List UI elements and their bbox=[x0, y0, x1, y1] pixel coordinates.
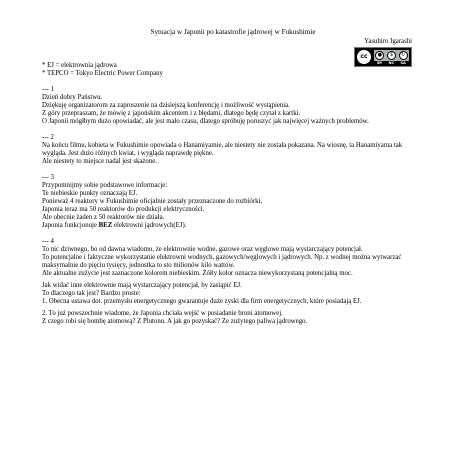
cc-by-icon: ● bbox=[375, 51, 384, 60]
section-2 bbox=[42, 134, 414, 166]
license-code-by: BY bbox=[377, 61, 383, 65]
license-icons bbox=[374, 50, 409, 61]
document-title: Sytuacja w Japonii po katastrofie jądrowej w Fukushimie bbox=[150, 28, 316, 36]
section-marker: --- 3 bbox=[42, 174, 54, 181]
paragraph-line: Z góry przepraszam, że mówię z japońskim akcentem i z błędami, dlatego będę czytał z kartki. bbox=[42, 110, 301, 117]
cc-logo-icon: cc bbox=[357, 50, 371, 64]
paragraph-line: Te niebieskie punkty oznaczają EJ. bbox=[42, 190, 138, 197]
paragraph-line: Z czego robi się bombę atomową? Z Plutonu. A jak go pozyskać? Ze zużytego paliwa jądrowego. bbox=[42, 318, 308, 325]
bold-text: BEZ bbox=[98, 222, 113, 229]
section-3 bbox=[42, 174, 414, 230]
paragraph-line: Ale obecnie żaden z 50 reaktorów nie działa. bbox=[42, 214, 165, 221]
paragraph-line-bez bbox=[42, 222, 414, 230]
paragraph-line: Jak widać inne elektrownie mają wystarczający potencjał, by zastąpić EJ. bbox=[42, 282, 242, 289]
paragraph-line: Ale aktualne zużycie jest zaznaczone kolorem niebieskim. Żółty kolor oznacza niewykorzystaną potencjalną moc. bbox=[42, 270, 353, 277]
paragraph-line: 2. To już powszechnie wiadome, że Japonia chciała wejść w posiadanie broni atomowej. bbox=[42, 310, 283, 317]
paragraph-line: 1. Obecna ustawa dot. przemysłu energetycznego gwarantuje duże zyski dla firm energetycznych, które posiadają EJ. bbox=[42, 298, 362, 305]
section-marker: --- 4 bbox=[42, 238, 54, 245]
paragraph-line: To dlaczego tak jest? Bardzo proste: bbox=[42, 290, 141, 297]
section-4 bbox=[42, 238, 414, 326]
paragraph-line: Japonia teraz ma 50 reaktorów do produkcji elektryczności. bbox=[42, 206, 205, 213]
paragraph-line: Ale niestety to miejsce nadal jest skażone. bbox=[42, 158, 157, 165]
paragraph-line: Na końcu filmu, kobieta w Fukushimie opowiada o Hanamiyamie, ale niestety nie została pokazana. Na wiosnę, ta Hanamiyama tak wygląda. Jest dużo różnych kwiat, i wygląda naprawdę piękne. bbox=[42, 142, 403, 157]
author-name: Yasuhiro Igarashi bbox=[364, 38, 412, 45]
paragraph-line: Ponieważ 4 reaktory w Fukushimie oficjalnie zostały przeznaczone do rozbiórki, bbox=[42, 198, 263, 205]
text-run: elektrowni jądrowych(EJ). bbox=[112, 222, 187, 229]
license-code-sa: SA bbox=[400, 61, 406, 65]
license-codes bbox=[374, 61, 409, 66]
definition-tepco: * TEPCO = Tokyo Electric Power Company bbox=[42, 70, 163, 77]
paragraph-line: O Japonii mógłbym dużo opowiadać, ale jest mało czasu, dlatego spróbuję poruszyć jak najwięcej ważnych problemów. bbox=[42, 118, 369, 125]
section-marker: --- 1 bbox=[42, 86, 54, 93]
cc-nc-icon: $ bbox=[387, 51, 396, 60]
paragraph-line: To nic dziwnego, bo od dawna wiadomo, że elektrownie wodne, gazowe oraz węglowe mają wystarczający potencjał. bbox=[42, 246, 363, 253]
cc-license-badge[interactable] bbox=[354, 47, 412, 67]
paragraph-line: Przypomnijmy sobie podstawowe informacje: bbox=[42, 182, 168, 189]
cc-sa-icon: ↻ bbox=[399, 51, 408, 60]
paragraph-line: To potencjalne i faktyczne wykorzystanie elektrowni wodnych, gazowych/węglowych i jądrowych. Np. z wodnej można wytwarzać maksymalnie do pięciu tysięcy, jednostka to sto milionów kilo wattów. bbox=[42, 254, 402, 269]
text-run: Japonia funkcjonuje bbox=[42, 222, 99, 229]
definition-ej: * EJ = elektrownia jądrowa bbox=[42, 62, 117, 69]
section-marker: --- 2 bbox=[42, 134, 54, 141]
paragraph-line: Dziękuję organizatorom za zaproszenie na dzisiejszą konferencję i możliwość wystąpienia. bbox=[42, 102, 290, 109]
paragraph-line: Dzień dobry Państwu. bbox=[42, 94, 103, 101]
license-code-nc: NC bbox=[388, 61, 395, 65]
section-1 bbox=[42, 86, 414, 126]
